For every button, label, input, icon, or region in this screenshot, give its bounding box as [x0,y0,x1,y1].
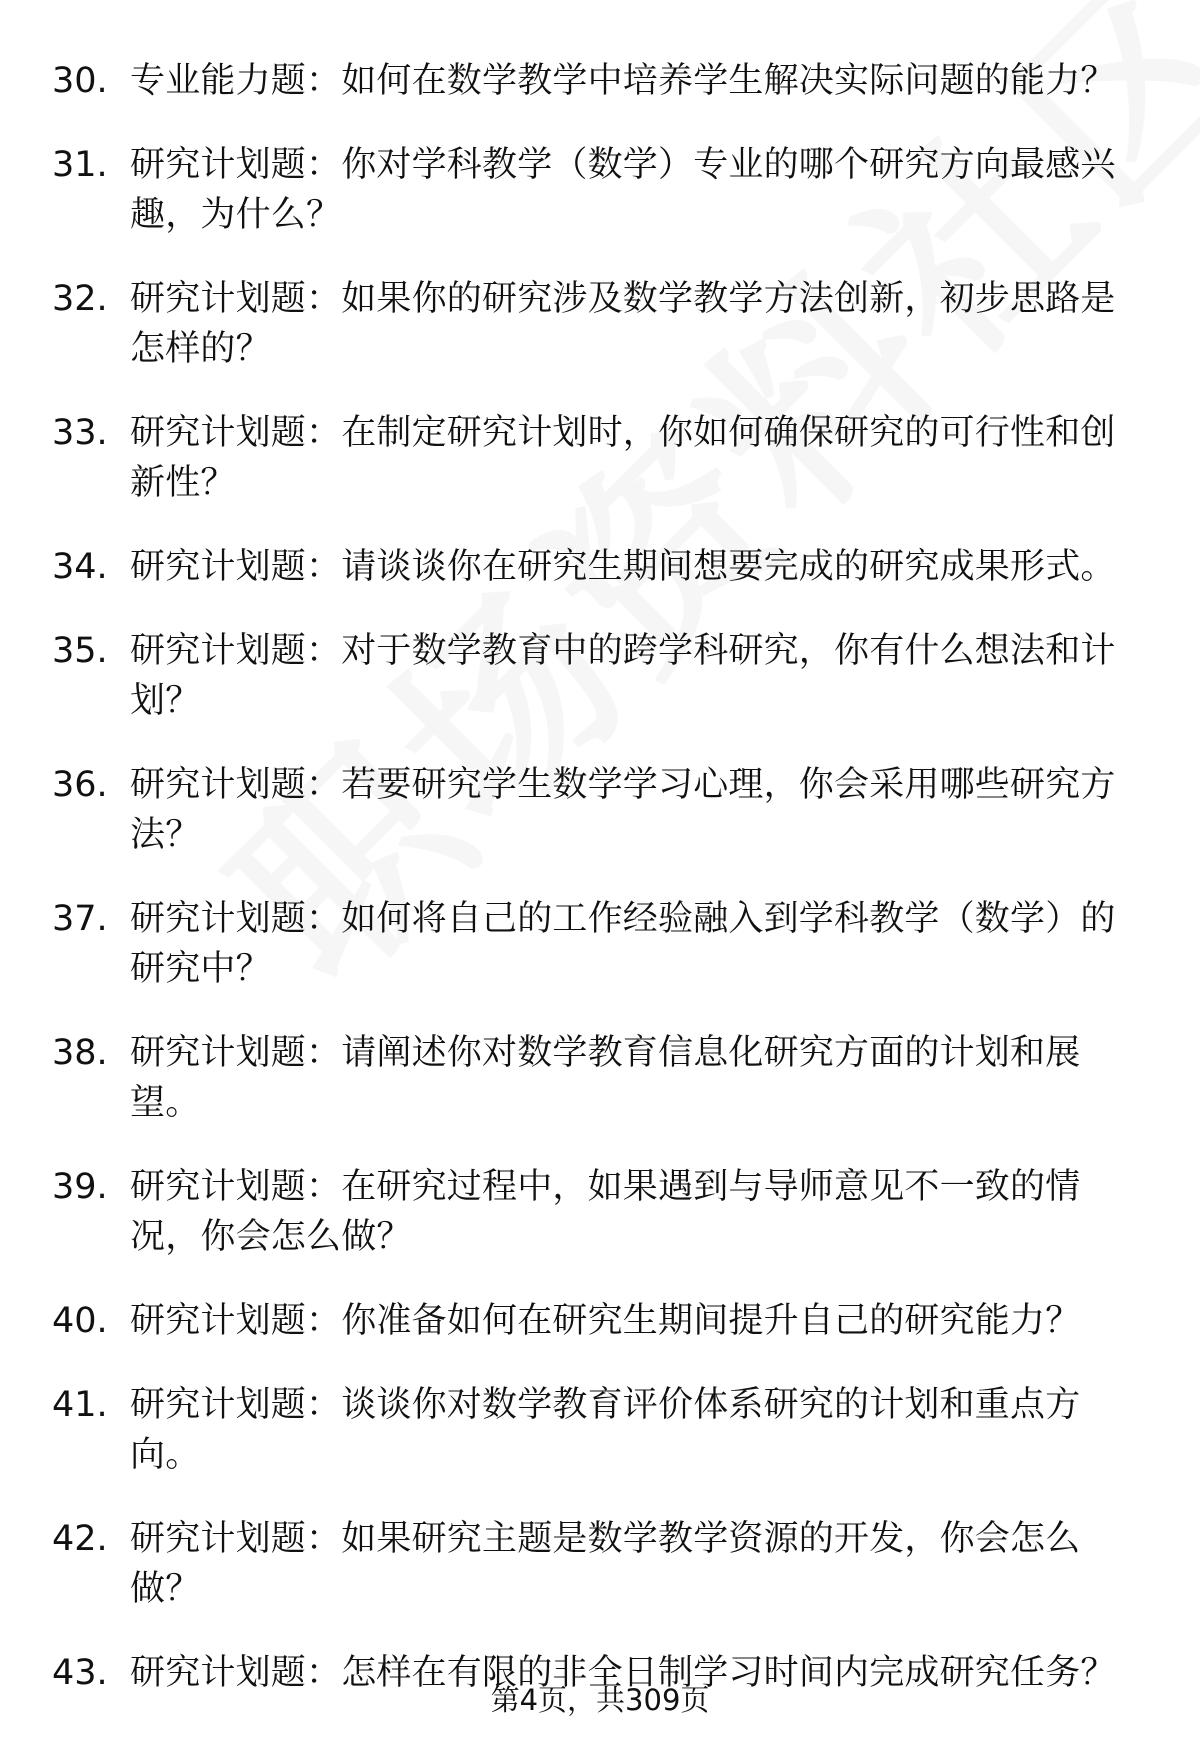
question-text: 研究计划题：在研究过程中，如果遇到与导师意见不一致的情况，你会怎么做？ [130,1167,1081,1257]
question-text: 研究计划题：在制定研究计划时，你如何确保研究的可行性和创新性？ [130,413,1116,503]
question-text: 研究计划题：如果研究主题是数学教学资源的开发，你会怎么做？ [130,1519,1081,1609]
question-item-33 [0,408,1200,508]
question-item-39 [0,1162,1200,1262]
question-number: 30. [52,61,108,101]
question-text: 研究计划题：你对学科教学（数学）专业的哪个研究方向最感兴趣，为什么？ [130,145,1116,235]
question-list [0,56,1200,1732]
question-item-31 [0,140,1200,240]
question-text: 研究计划题：请谈谈你在研究生期间想要完成的研究成果形式。 [130,547,1116,587]
question-item-37 [0,894,1200,994]
question-text: 研究计划题：谈谈你对数学教育评价体系研究的计划和重点方向。 [130,1385,1081,1475]
question-number: 38. [52,1033,108,1073]
question-item-38 [0,1028,1200,1128]
question-number: 39. [52,1167,108,1207]
question-number: 42. [52,1519,108,1559]
question-number: 31. [52,145,108,185]
question-text: 研究计划题：怎样在有限的非全日制学习时间内完成研究任务？ [130,1653,1116,1693]
question-item-32 [0,274,1200,374]
question-number: 34. [52,547,108,587]
question-item-36 [0,760,1200,860]
question-text: 研究计划题：若要研究学生数学学习心理，你会采用哪些研究方法？ [130,765,1116,855]
question-item-35 [0,626,1200,726]
page-footer [0,1680,1200,1720]
question-number: 40. [52,1301,108,1341]
question-item-30 [0,56,1200,106]
question-item-34 [0,542,1200,592]
question-number: 33. [52,413,108,453]
question-number: 37. [52,899,108,939]
question-item-42 [0,1514,1200,1614]
question-number: 32. [52,279,108,319]
question-number: 43. [52,1653,108,1693]
question-text: 研究计划题：如果你的研究涉及数学教学方法创新，初步思路是怎样的？ [130,279,1116,369]
question-text: 研究计划题：你准备如何在研究生期间提升自己的研究能力？ [130,1301,1081,1341]
question-text: 研究计划题：对于数学教育中的跨学科研究，你有什么想法和计划？ [130,631,1116,721]
question-number: 41. [52,1385,108,1425]
question-number: 35. [52,631,108,671]
question-text: 专业能力题：如何在数学教学中培养学生解决实际问题的能力？ [130,61,1116,101]
question-number: 36. [52,765,108,805]
question-text: 研究计划题：如何将自己的工作经验融入到学科教学（数学）的研究中？ [130,899,1116,989]
question-text: 研究计划题：请阐述你对数学教育信息化研究方面的计划和展望。 [130,1033,1081,1123]
question-item-40 [0,1296,1200,1346]
page-number-label: 第4页，共309页 [490,1683,710,1717]
question-item-41 [0,1380,1200,1480]
